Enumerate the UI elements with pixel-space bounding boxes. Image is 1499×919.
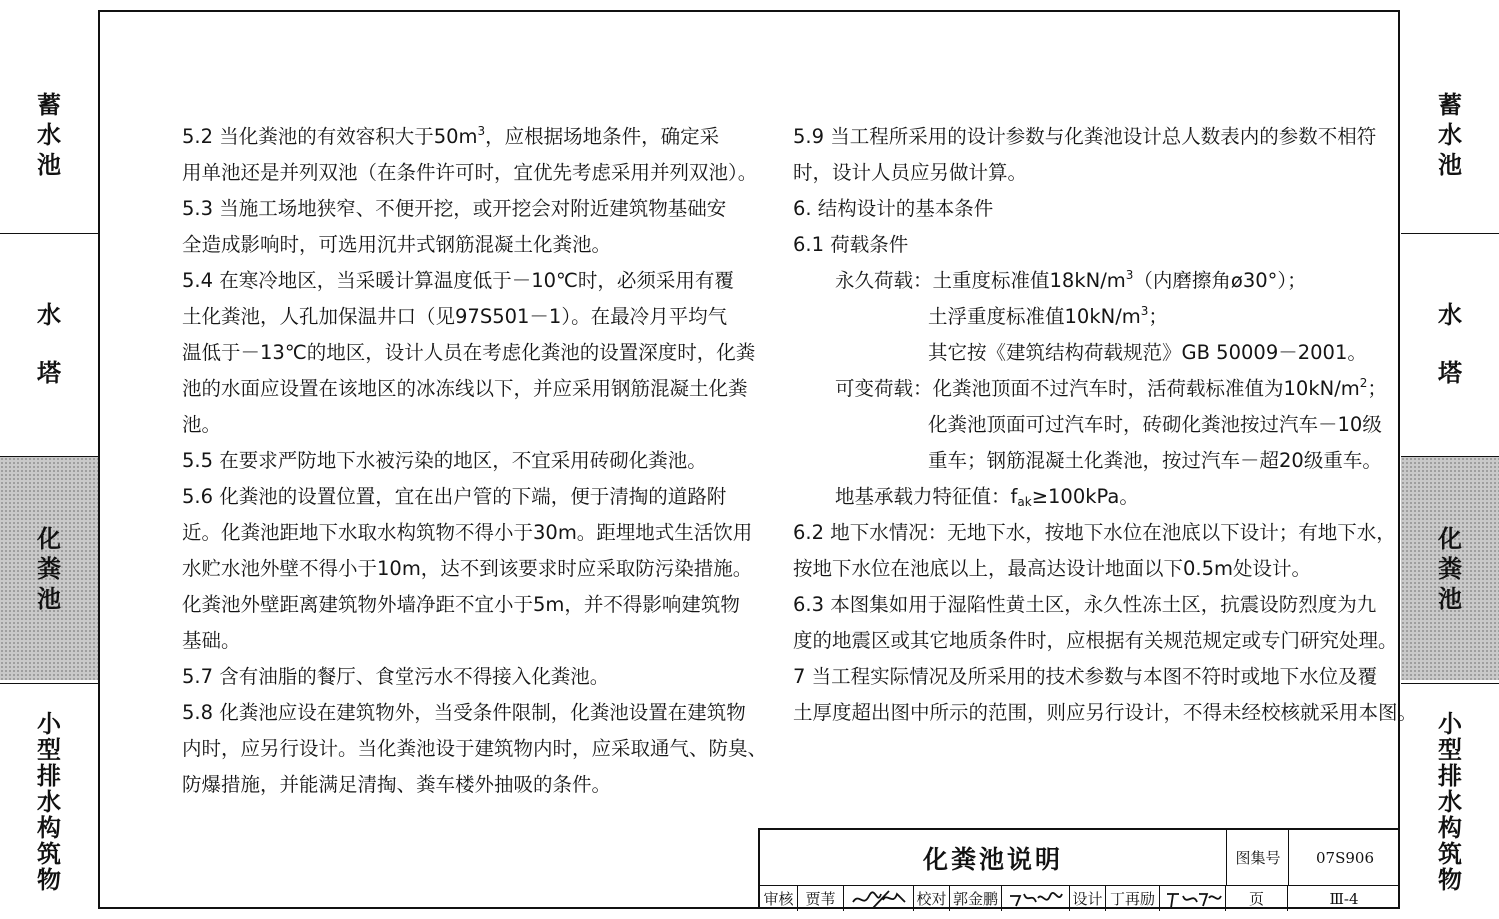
tab-char: 水 [1438,300,1462,329]
check-label: 校对 [914,886,950,911]
design-label: 设计 [1070,886,1106,911]
tab-char: 池 [1438,584,1462,613]
page-number: Ⅲ-4 [1329,889,1359,908]
title-block-top-row [760,830,1400,886]
text-line: 池的水面应设置在该地区的冰冻线以下，并应采用钢筋混凝土化粪 [182,377,748,400]
right-text-column [793,119,1418,731]
checker-name: 郭金鹏 [950,886,1002,911]
side-tab-water-tower[interactable] [1401,233,1499,453]
text-line: 6.1 荷载条件 [793,233,909,256]
text-line: 用单池还是并列双池（在条件许可时，宜优先考虑采用并列双池）。 [182,161,758,184]
side-tab-small-drainage-structures[interactable] [0,683,98,919]
designer-name: 丁再励 [1106,886,1160,911]
title-block [758,828,1400,909]
text-line: 防爆措施，并能满足清掏、粪车楼外抽吸的条件。 [182,773,612,796]
tab-char: 型 [1438,735,1462,764]
tab-char: 筑 [37,839,61,868]
text-line: 5.2 当化粪池的有效容积大于$50m^3$，应根据场地条件，确定采 [182,124,720,148]
tab-char: 型 [37,735,61,764]
side-tab-septic-tank[interactable] [0,456,98,680]
tab-char: 池 [37,151,61,179]
drawing-title: 化粪池说明 [760,830,1227,885]
checker-signature [1002,886,1070,911]
tab-char: 构 [37,813,61,842]
signature-scribble-icon [849,888,909,910]
tab-char: 排 [37,761,61,790]
text-line: 按地下水位在池底以上，最高达设计地面以下0.5m处设计。 [793,557,1312,580]
tab-char: 物 [37,865,61,894]
text-line: 5.3 当施工场地狭窄、不便开挖，或开挖会对附近建筑物基础安 [182,197,727,220]
text-line: 其它按《建筑结构荷载规范》GB 50009－2001。 [928,341,1367,364]
text-line: 内时，应另行设计。当化粪池设于建筑物内时，应采取通气、防臭、 [182,737,768,760]
text-line: 6. 结构设计的基本条件 [793,197,994,220]
text-line: 温低于－13℃的地区，设计人员在考虑化粪池的设置深度时，化粪 [182,341,756,364]
tab-char: 水 [1438,121,1462,149]
side-tab-reservoir[interactable] [0,40,98,230]
tab-char: 水 [37,121,61,149]
left-side-tabs [0,0,98,919]
atlas-number: 07S906 [1316,848,1374,867]
tab-char: 塔 [1438,358,1462,387]
side-tab-septic-tank[interactable] [1401,456,1499,680]
text-line: 基础。 [182,629,241,652]
text-line: 土化粪池，人孔加保温井口（见97S501－1）。在最冷月平均气 [182,305,728,328]
side-tab-reservoir[interactable] [1401,40,1499,230]
tab-char: 构 [1438,813,1462,842]
tab-char: 化 [37,524,61,553]
review-label: 审核 [760,886,798,911]
text-line: 6.3 本图集如用于湿陷性黄土区，永久性冻土区，抗震设防烈度为九 [793,593,1377,616]
text-line: 可变荷载：化粪池顶面不过汽车时，活荷载标准值为$10kN/m^2$； [835,376,1387,400]
signature-scribble-icon [1163,888,1223,910]
text-line: 5.4 在寒冷地区，当采暖计算温度低于－10℃时，必须采用有覆 [182,269,734,292]
tab-char: 物 [1438,865,1462,894]
right-side-tabs [1401,0,1499,919]
text-line: 全造成影响时，可选用沉井式钢筋混凝土化粪池。 [182,233,612,256]
tab-char: 水 [37,300,61,329]
tab-char: 池 [1438,151,1462,179]
tab-char: 蓄 [37,91,61,119]
tab-char: 水 [1438,787,1462,816]
tab-char: 池 [37,584,61,613]
designer-signature [1160,886,1226,911]
text-line: 重车；钢筋混凝土化粪池，按过汽车－超20级重车。 [928,449,1382,472]
tab-char: 蓄 [1438,91,1462,119]
side-tab-water-tower[interactable] [0,233,98,453]
text-line: 永久荷载：土重度标准值$18kN/m^3$（内磨擦角ø30°）； [835,268,1307,292]
tab-char: 小 [1438,709,1462,738]
atlas-number-label: 图集号 [1228,830,1289,885]
text-line: 度的地震区或其它地质条件时，应根据有关规范规定或专门研究处理。 [793,629,1398,652]
text-line: 化粪池顶面可过汽车时，砖砌化粪池按过汽车－10级 [928,413,1382,436]
text-line: 5.7 含有油脂的餐厅、食堂污水不得接入化粪池。 [182,665,610,688]
reviewer-signature [844,886,914,911]
text-line: 土浮重度标准值$10kN/m^3$； [928,304,1168,328]
signature-scribble-icon [1006,888,1066,910]
text-line: 池。 [182,413,222,436]
tab-char: 筑 [1438,839,1462,868]
text-line: 水贮水池外壁不得小于10m，达不到该要求时应采取防污染措施。 [182,557,753,580]
page-label: 页 [1226,886,1288,911]
tab-char: 粪 [1438,554,1462,583]
tab-char: 排 [1438,761,1462,790]
reviewer-name: 贾苇 [798,886,844,911]
text-line: 时，设计人员应另做计算。 [793,161,1028,184]
text-line: 近。化粪池距地下水取水构筑物不得小于30m。距埋地式生活饮用 [182,521,753,544]
title-block-sign-row [760,886,1400,911]
tab-char: 化 [1438,524,1462,553]
text-line: 化粪池外壁距离建筑物外墙净距不宜小于5m，并不得影响建筑物 [182,593,740,616]
tab-char: 塔 [37,358,61,387]
text-line: 地基承载力特征值：$f_{ak}\ge 100kPa$。 [835,485,1139,509]
text-line: 土厚度超出图中所示的范围，则应另行设计，不得未经校核就采用本图。 [793,701,1418,724]
left-text-column [182,119,768,803]
text-line: 7 当工程实际情况及所采用的技术参数与本图不符时或地下水位及覆 [793,665,1378,688]
text-line: 5.9 当工程所采用的设计参数与化粪池设计总人数表内的参数不相符 [793,125,1377,148]
text-line: 5.6 化粪池的设置位置，宜在出户管的下端，便于清掏的道路附 [182,485,727,508]
text-line: 5.8 化粪池应设在建筑物外，当受条件限制，化粪池设置在建筑物 [182,701,746,724]
tab-char: 小 [37,709,61,738]
text-line: 6.2 地下水情况：无地下水，按地下水位在池底以下设计；有地下水， [793,521,1396,544]
text-line: 5.5 在要求严防地下水被污染的地区，不宜采用砖砌化粪池。 [182,449,707,472]
tab-char: 粪 [37,554,61,583]
tab-char: 水 [37,787,61,816]
